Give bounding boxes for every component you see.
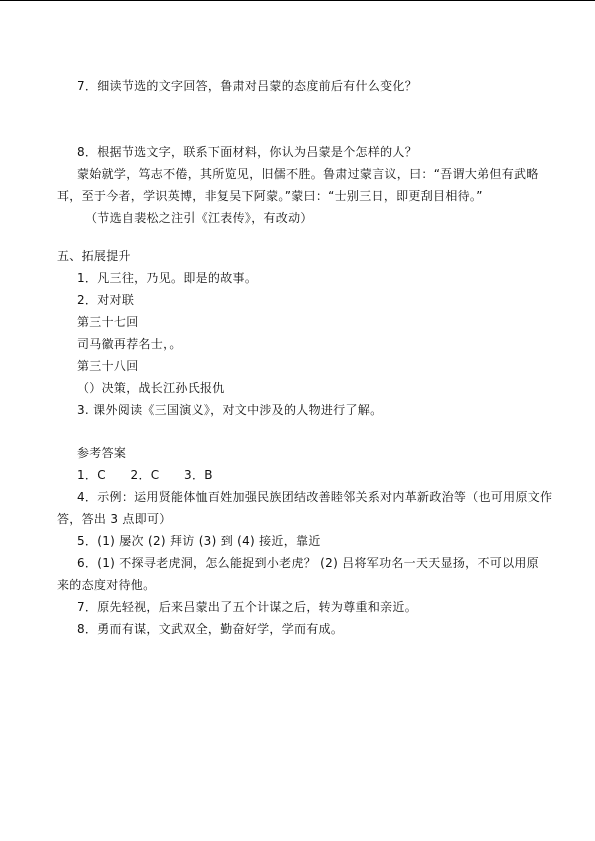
top-border-line <box>0 0 595 1</box>
answers-1-3: 1．C 2．C 3．B <box>77 468 213 482</box>
question-8: 8．根据节选文字，联系下面材料，你认为吕蒙是个怎样的人？ <box>77 145 418 159</box>
couplet-line-38: （）决策，战长江孙氏报仇 <box>77 381 225 395</box>
answer-5: 5．(1) 屡次 (2) 拜访 (3) 到 (4) 接近，靠近 <box>77 534 321 548</box>
answer-6-line-2: 来的态度对待他。 <box>57 578 156 592</box>
couplet-chapter-38: 第三十八回 <box>77 359 139 373</box>
answer-4-line-2: 答，答出 3 点即可） <box>57 512 172 526</box>
answer-6-line-1: 6．(1) 不探寻老虎洞，怎么能捉到小老虎？ (2) 吕将军功名一天天显扬，不可以用原 <box>77 556 539 570</box>
couplet-chapter-37: 第三十七回 <box>77 315 139 329</box>
passage-line-2: 耳，至于今者，学识英博，非复吴下阿蒙。”蒙曰：“士别三日，即更刮目相待。” <box>57 189 483 203</box>
question-7: 7．细读节选的文字回答，鲁肃对吕蒙的态度前后有什么变化？ <box>77 79 418 93</box>
extension-item-1: 1．凡三往，乃见。即是的故事。 <box>77 271 258 285</box>
answer-7: 7．原先轻视，后来吕蒙出了五个计谋之后，转为尊重和亲近。 <box>77 600 418 614</box>
passage-source: （节选自裴松之注引《江表传》，有改动） <box>85 211 313 225</box>
answer-4-line-1: 4．示例：运用贤能体恤百姓加强民族团结改善睦邻关系对内革新政治等（也可用原文作 <box>77 490 553 504</box>
couplet-line-37: 司马徽再荐名士，。 <box>77 337 182 351</box>
passage-line-1: 蒙始就学，笃志不倦，其所览见，旧儒不胜。鲁肃过蒙言议，曰：“吾谓大弟但有武略 <box>77 167 539 181</box>
answers-heading: 参考答案 <box>77 446 127 460</box>
section-heading-extension: 五、拓展提升 <box>57 249 131 263</box>
answer-8: 8．勇而有谋，文武双全，勤奋好学，学而有成。 <box>77 622 344 636</box>
extension-item-3: 3. 课外阅读《三国演义》，对文中涉及的人物进行了解。 <box>77 403 383 417</box>
extension-item-2: 2．对对联 <box>77 293 135 307</box>
